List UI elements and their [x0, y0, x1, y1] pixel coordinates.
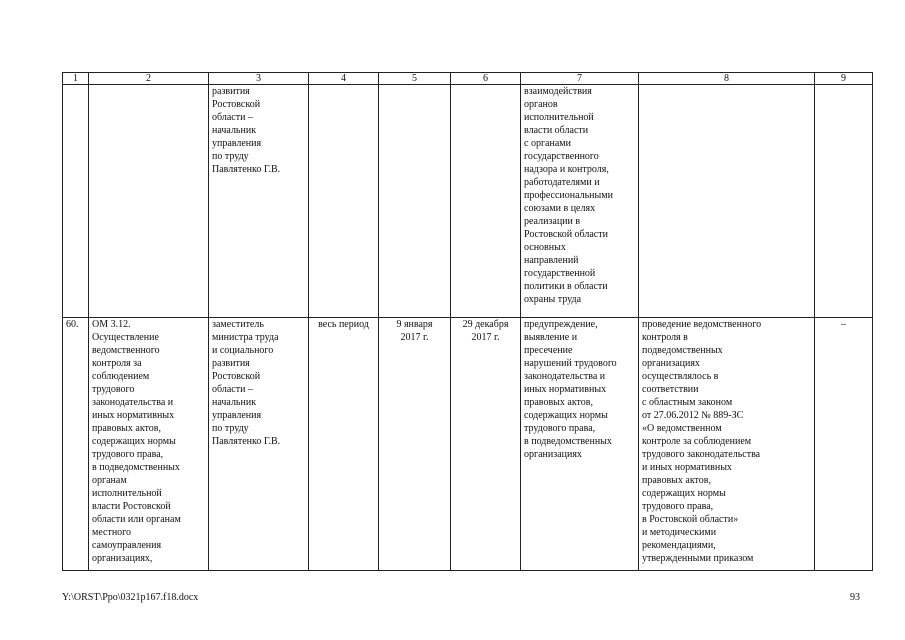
cell-end-date: 29 декабря 2017 г. — [451, 318, 521, 571]
header-row — [63, 73, 873, 85]
cell-notes: – — [815, 318, 873, 571]
header-col-6: 6 — [451, 73, 521, 85]
table-row-continuation — [63, 85, 873, 318]
footer-page-number: 93 — [850, 592, 860, 603]
cell-start-date — [379, 85, 451, 318]
cell-start-date: 9 января 2017 г. — [379, 318, 451, 571]
cell-measure — [89, 85, 209, 318]
header-col-1: 1 — [63, 73, 89, 85]
cell-responsible: заместитель министра труда и социального развития Ростовской области – начальник управления по труду Павлятенко Г.В. — [209, 318, 309, 571]
header-col-8: 8 — [639, 73, 815, 85]
header-col-3: 3 — [209, 73, 309, 85]
cell-expected-result: предупреждение, выявление и пресечение нарушений трудового законодательства и иных нормативных правовых актов, содержащих нормы трудового права, в подведомственных организациях — [521, 318, 639, 571]
cell-end-date — [451, 85, 521, 318]
report-table — [62, 72, 873, 571]
cell-actual-result: проведение ведомственного контроля в подведомственных организациях осуществлялось в соответствии с областным законом от 27.06.2012 № 889-ЗС «О ведомственном контроле за соблюдением трудового законодательства и иных нормативных правовых актов, содержащих нормы трудового права, в Ростовской области» и методическими рекомендациями, утвержденными приказом — [639, 318, 815, 571]
cell-measure: ОМ 3.12. Осуществление ведомственного контроля за соблюдением трудового законодательства и иных нормативных правовых актов, содержащих нормы трудового права, в подведомственных органам исполнительной власти Ростовской области или органам местного самоуправления организациях, — [89, 318, 209, 571]
cell-number — [63, 85, 89, 318]
header-col-7: 7 — [521, 73, 639, 85]
header-col-9: 9 — [815, 73, 873, 85]
cell-expected-result: взаимодействия органов исполнительной власти области с органами государственного надзора и контроля, работодателями и профессиональными союзами в целях реализации в Ростовской области основных направлений государственной политики в области охраны труда — [521, 85, 639, 318]
cell-period: весь период — [309, 318, 379, 571]
header-col-4: 4 — [309, 73, 379, 85]
cell-responsible: развития Ростовской области – начальник управления по труду Павлятенко Г.В. — [209, 85, 309, 318]
cell-notes — [815, 85, 873, 318]
cell-actual-result — [639, 85, 815, 318]
footer-file-path: Y:\ORST\Ppo\0321p167.f18.docx — [62, 592, 199, 603]
table-row-60 — [63, 318, 873, 571]
cell-period — [309, 85, 379, 318]
header-col-5: 5 — [379, 73, 451, 85]
header-col-2: 2 — [89, 73, 209, 85]
cell-number: 60. — [63, 318, 89, 571]
